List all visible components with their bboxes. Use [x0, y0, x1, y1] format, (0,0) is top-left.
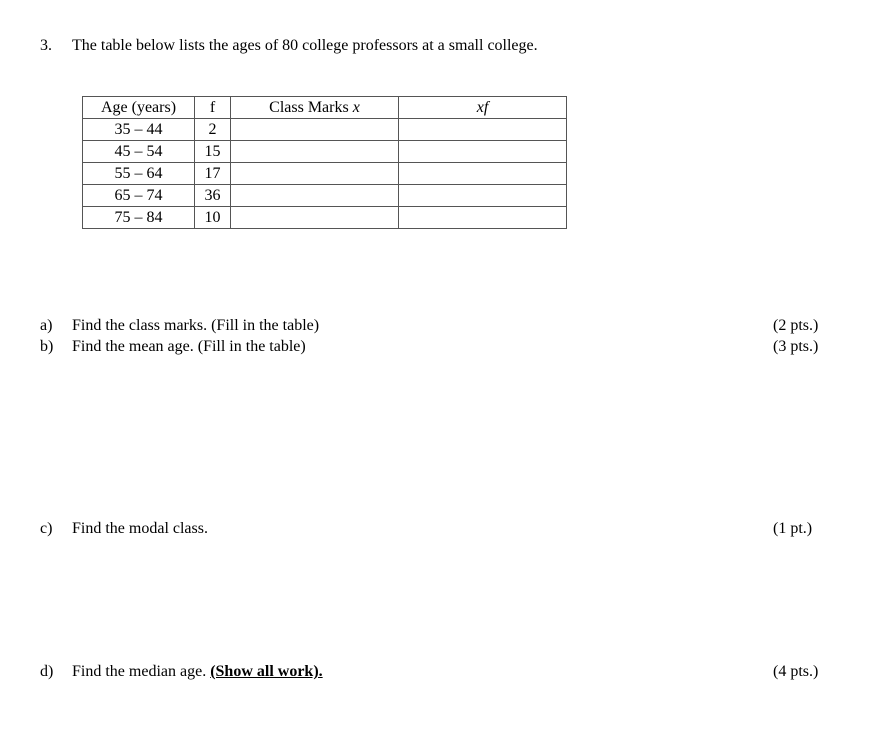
- part-c-label: c): [40, 520, 53, 537]
- cell-age: 35 – 44: [83, 119, 195, 141]
- cell-frequency: 17: [195, 163, 231, 185]
- part-d-label: d): [40, 663, 54, 680]
- header-age: Age (years): [83, 97, 195, 119]
- cell-xf[interactable]: [399, 185, 567, 207]
- part-d-text-main: Find the median age.: [72, 663, 211, 680]
- header-frequency: f: [195, 97, 231, 119]
- cell-age: 75 – 84: [83, 207, 195, 229]
- table-row: [83, 185, 567, 207]
- part-c-text: Find the modal class.: [72, 520, 208, 537]
- cell-frequency: 10: [195, 207, 231, 229]
- cell-class-mark[interactable]: [231, 119, 399, 141]
- cell-xf[interactable]: [399, 163, 567, 185]
- cell-class-mark[interactable]: [231, 163, 399, 185]
- part-d-points: (4 pts.): [773, 663, 819, 680]
- cell-age: 45 – 54: [83, 141, 195, 163]
- cell-age: 65 – 74: [83, 185, 195, 207]
- part-a-text: Find the class marks. (Fill in the table): [72, 317, 320, 334]
- part-a-label: a): [40, 317, 53, 334]
- header-xf: xf: [399, 97, 567, 119]
- cell-class-mark[interactable]: [231, 207, 399, 229]
- cell-xf[interactable]: [399, 207, 567, 229]
- part-b-label: b): [40, 338, 54, 355]
- table-header-row: [83, 97, 567, 119]
- table-row: [83, 163, 567, 185]
- cell-class-mark[interactable]: [231, 185, 399, 207]
- part-c-points: (1 pt.): [773, 520, 813, 537]
- cell-frequency: 15: [195, 141, 231, 163]
- cell-age: 55 – 64: [83, 163, 195, 185]
- cell-frequency: 2: [195, 119, 231, 141]
- question-number: 3.: [40, 37, 52, 54]
- question-text: The table below lists the ages of 80 college professors at a small college.: [72, 37, 538, 54]
- table-row: [83, 119, 567, 141]
- part-d-emphasis: (Show all work).: [210, 663, 323, 680]
- header-class-marks-label: Class Marks: [269, 99, 353, 116]
- part-b-points: (3 pts.): [773, 338, 819, 355]
- frequency-table: [82, 96, 567, 229]
- table-row: [83, 141, 567, 163]
- part-a-points: (2 pts.): [773, 317, 819, 334]
- header-class-marks-var: x: [352, 99, 360, 116]
- header-class-marks: [231, 97, 399, 119]
- cell-xf[interactable]: [399, 141, 567, 163]
- part-d-text: [72, 663, 323, 681]
- cell-frequency: 36: [195, 185, 231, 207]
- cell-class-mark[interactable]: [231, 141, 399, 163]
- part-b-text: Find the mean age. (Fill in the table): [72, 338, 306, 355]
- table-row: [83, 207, 567, 229]
- cell-xf[interactable]: [399, 119, 567, 141]
